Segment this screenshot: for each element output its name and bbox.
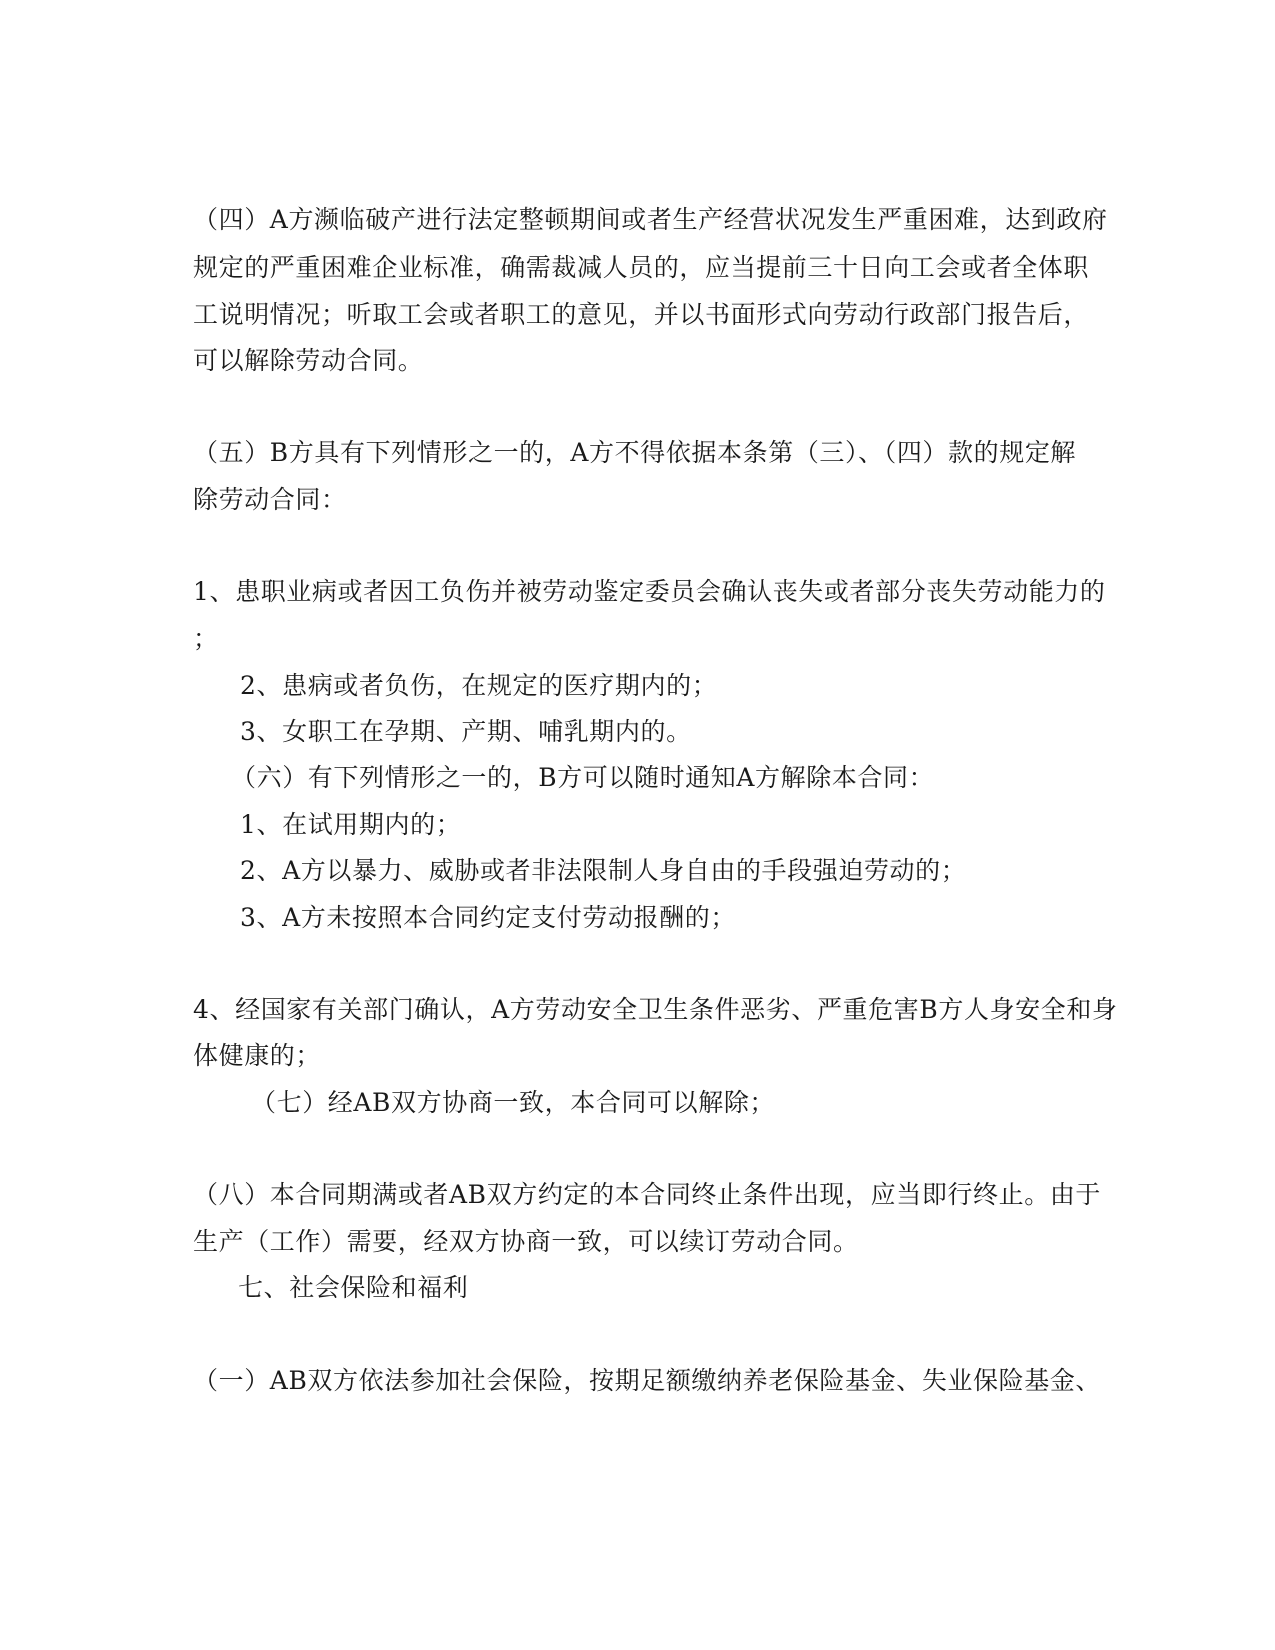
clause-four-line-3: 工说明情况；听取工会或者职工的意见，并以书面形式向劳动行政部门报告后， [193, 300, 1090, 329]
clause-five-item-2: 2、患病或者负伤，在规定的医疗期内的； [240, 671, 718, 700]
section-seven-heading: 七、社会保险和福利 [238, 1273, 469, 1302]
clause-six-item-1: 1、在试用期内的； [240, 810, 462, 839]
clause-five-line-1: （五）B方具有下列情形之一的，A方不得依据本条第（三）、（四）款的规定解 [193, 438, 1077, 467]
clause-six-item-2: 2、A方以暴力、威胁或者非法限制人身自由的手段强迫劳动的； [240, 856, 967, 885]
clause-six-item-4-line-2: 体健康的； [193, 1041, 322, 1070]
clause-four-line-2: 规定的严重困难企业标准，确需裁减人员的，应当提前三十日向工会或者全体职 [193, 253, 1090, 282]
clause-six-item-4-line-1: 4、经国家有关部门确认，A方劳动安全卫生条件恶劣、严重危害B方人身安全和身 [193, 995, 1118, 1024]
section-seven-clause-one: （一）AB双方依法参加社会保险，按期足额缴纳养老保险基金、失业保险基金、 [193, 1366, 1102, 1395]
clause-eight-line-2: 生产（工作）需要，经双方协商一致，可以续订劳动合同。 [193, 1227, 859, 1256]
clause-four-line-4: 可以解除劳动合同。 [193, 346, 424, 375]
clause-four-line-1: （四）A方濒临破产进行法定整顿期间或者生产经营状况发生严重困难，达到政府 [193, 205, 1108, 234]
clause-five-line-2: 除劳动合同： [193, 485, 347, 514]
clause-eight-line-1: （八）本合同期满或者AB双方约定的本合同终止条件出现，应当即行终止。由于 [193, 1180, 1102, 1209]
clause-five-item-1-line-2: ； [193, 624, 219, 653]
clause-six: （六）有下列情形之一的，B方可以随时通知A方解除本合同： [231, 763, 935, 792]
clause-seven: （七）经AB双方协商一致，本合同可以解除； [251, 1088, 776, 1117]
clause-five-item-3: 3、女职工在孕期、产期、哺乳期内的。 [240, 717, 692, 746]
clause-five-item-1-line-1: 1、患职业病或者因工负伤并被劳动鉴定委员会确认丧失或者部分丧失劳动能力的 [193, 577, 1106, 606]
clause-six-item-3: 3、A方未按照本合同约定支付劳动报酬的； [240, 903, 736, 932]
